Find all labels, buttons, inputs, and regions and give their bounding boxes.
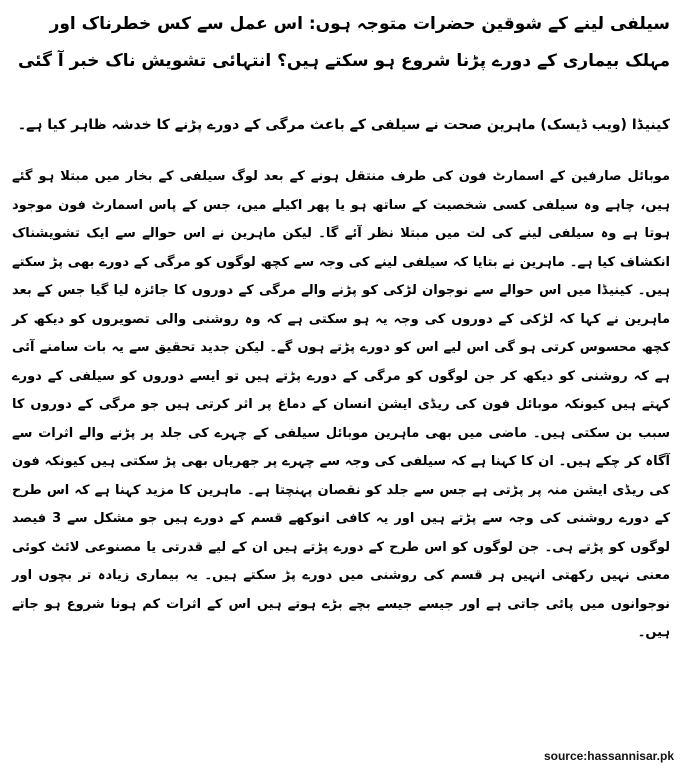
article-body: موبائل صارفین کے اسمارٹ فون کی طرف منتقل ہونے کے بعد لوگ سیلفی کے بخار میں مبتلا ہو گئے ہیں، چاہے وہ سیلفی کسی شخصیت کے ساتھ ہو یا پھر اکیلے میں، جس کے پاس اسمارٹ فون موجود ہوتا ہے وہ سیلفی لینے کی لت میں مبتلا نظر آئے گا۔ لیکن ماہرین نے اس حوالے سے ایک تشویشناک انکشاف کیا ہے۔ ماہرین نے بتایا کہ سیلفی لینے کی وجہ سے کچھ لوگوں کو مرگی کے دورے بھی پڑ سکتے ہیں۔ کینیڈا میں اس حوالے سے نوجوان لڑکی کو پڑنے والے مرگی کے دوروں کا جائزہ لیا گیا جس کے بعد ماہرین نے کہا کہ لڑکی کے دوروں کی وجہ یہ ہو سکتی ہے کہ وہ روشنی والی تصویروں کو دیکھ کر کچھ محسوس کرتی ہو گی اس لیے اس کو دورے پڑتے ہوں گے۔ لیکن جدید تحقیق سے یہ بات سامنے آئی ہے کہ روشنی کو دیکھ کر جن لوگوں کو مرگی کے دورے پڑتے ہیں تو ایسے دوروں کو سیلفی کے دورے کہتے ہیں کیونکہ موبائل فون کی ریڈی ایشن انسان کے دماغ پر اثر کرتی ہیں جو مرگی کے دوروں کا سبب بن سکتی ہیں۔ ماضی میں بھی ماہرین موبائل سیلفی کے چہرے کی جلد پر پڑنے والے اثرات سے آگاہ کر چکے ہیں۔ ان کا کہنا ہے کہ سیلفی کی وجہ سے چہرے پر جھریاں بھی پڑ سکتی ہیں کیونکہ فون کی ریڈی ایشن منہ پر پڑتی ہے جس سے جلد کو نقصان پہنچتا ہے۔ ماہرین کا مزید کہنا ہے کہ اس طرح کے دورے روشنی کی وجہ سے پڑتے ہیں اور یہ کافی انوکھے قسم کے دورے ہیں جو مشکل سے 3 فیصد لوگوں کو پڑتے ہی۔ جن لوگوں کو اس طرح کے دورے پڑتے ہیں ان کے لیے قدرتی یا مصنوعی لائٹ کوئی معنی نہیں رکھتی انہیں ہر قسم کی روشنی میں دورے پڑ سکتے ہیں۔ یہ بیماری زیادہ تر بچوں اور نوجوانوں میں پائی جاتی ہے اور جیسے جیسے بچے بڑے ہوتے ہیں اس کے اثرات کم ہونا شروع ہو جاتے ہیں۔ bbox=[12, 169, 671, 640]
article-dateline: کینیڈا (ویب ڈیسک) ماہرین صحت نے سیلفی کے باعث مرگی کے دورے پڑنے کا خدشہ ظاہر کیا ہے۔ bbox=[17, 117, 670, 133]
source-credit: source:hassannisar.pk bbox=[543, 749, 674, 763]
article-headline: سیلفی لینے کے شوقین حضرات متوجہ ہوں: اس عمل سے کس خطرناک اور مہلک بیماری کے دورے پڑنا شروع ہو سکتے ہیں؟ انتہائی تشویش ناک خبر آ گئی bbox=[17, 14, 670, 71]
